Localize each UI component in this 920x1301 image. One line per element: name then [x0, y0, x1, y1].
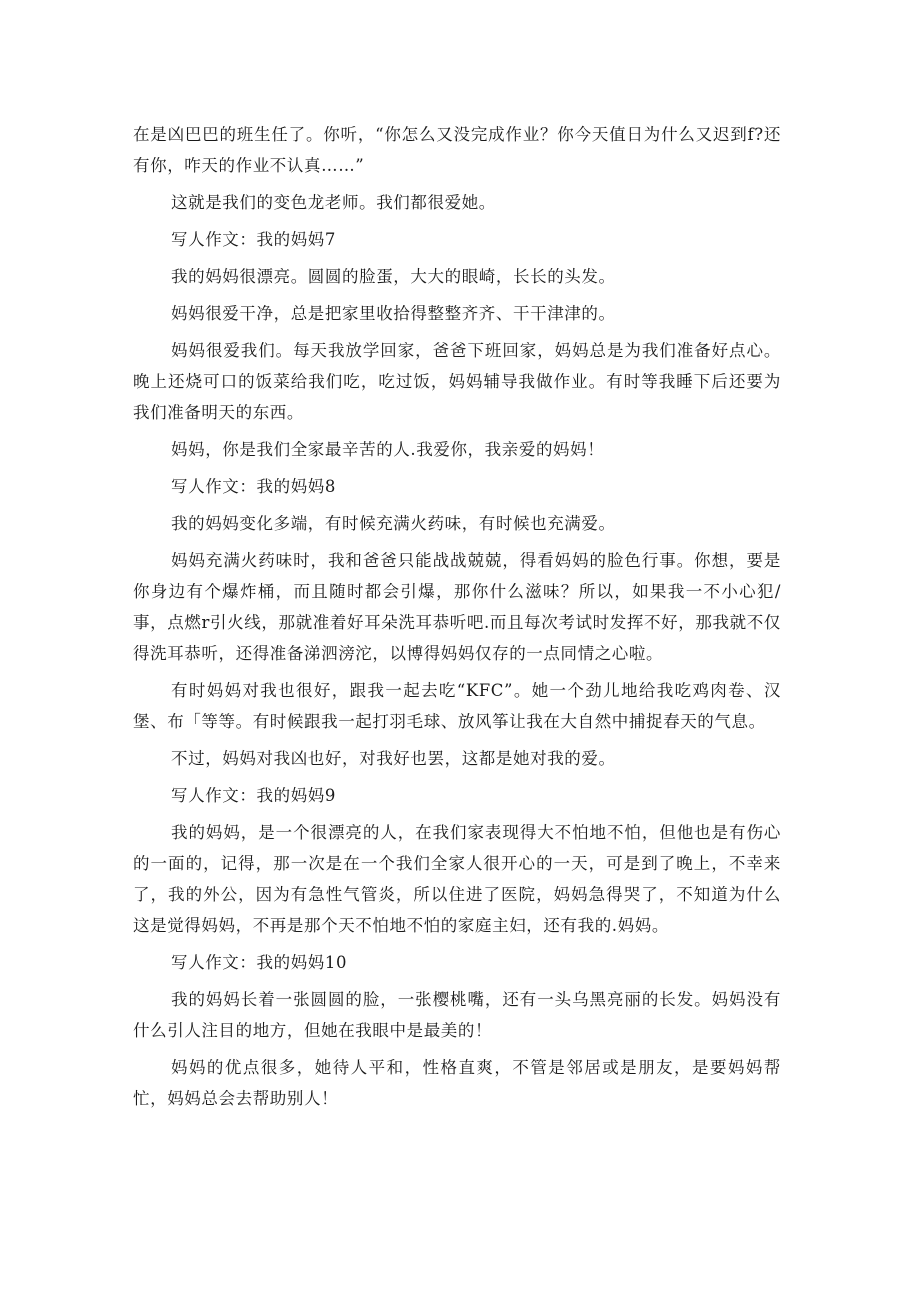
paragraph: 妈妈很爱干净，总是把家里收拾得整整齐齐、干干津津的。 [171, 304, 616, 323]
section-heading: 写人作文：我的妈妈8 [171, 477, 336, 496]
section-heading: 写人作文：我的妈妈9 [171, 786, 336, 805]
paragraph: 我的妈妈，是一个很漂亮的人，在我们家表现得大不怕地不怕，但他也是有伤心的一面的，记得，那一次是在一个我们全家人很开心的一天，可是到了晚上，不幸来了，我的外公，因为有急性气管炎，所以住进了医院，妈妈急得哭了，不知道为什么这是觉得妈妈，不再是那个天不怕地不怕的家庭主妇，还有我的.妈妈。 [133, 823, 781, 935]
section-heading: 写人作文：我的妈妈10 [171, 953, 348, 972]
paragraph: 妈妈，你是我们全家最辛苦的人.我爱你，我亲爱的妈妈！ [171, 440, 605, 459]
document-body [133, 119, 781, 1120]
paragraph: 不过，妈妈对我凶也好，对我好也罢，这都是她对我的爱。 [171, 749, 616, 768]
section-heading: 写人作文：我的妈妈7 [171, 230, 336, 249]
paragraph: 我的妈妈很漂亮。圆圆的脸蛋，大大的眼崎，长长的头发。 [171, 267, 616, 286]
paragraph: 有时妈妈对我也很好，跟我一起去吃“KFC”。她一个劲儿地给我吃鸡肉卷、汉堡、布「等等。有时候跟我一起打羽毛球、放风筝让我在大自然中捕捉春天的气息。 [133, 681, 781, 731]
paragraph: 妈妈的优点很多，她待人平和，性格直爽，不管是邻居或是朋友，是要妈妈帮忙，妈妈总会去帮助别人！ [133, 1058, 781, 1108]
paragraph: 妈妈充满火药味时，我和爸爸只能战战兢兢，得看妈妈的脸色行事。你想，要是你身边有个爆炸桶，而且随时都会引爆，那你什么滋味？所以，如果我一不小心犯/事，点燃r引火线，那就准着好耳朵洗耳恭听吧.而且每次考试时发挥不好，那我就不仅得洗耳恭听，还得准备涕泗滂沱，以博得妈妈仅存的一点同情之心啦。 [133, 551, 781, 663]
paragraph: 我的妈妈变化多端，有时候充满火药味，有时候也充满爱。 [171, 514, 616, 533]
paragraph: 这就是我们的变色龙老师。我们都很爱她。 [171, 193, 496, 212]
paragraph-continued: 在是凶巴巴的班生任了。你听，“你怎么又没完成作业？你今天值日为什么又迟到f?还有你，咋天的作业不认真……” [133, 125, 781, 175]
paragraph: 妈妈很爱我们。每天我放学回家，爸爸下班回家，妈妈总是为我们准备好点心。晚上还烧可口的饭菜给我们吃，吃过饭，妈妈辅导我做作业。有时等我睡下后还要为我们准备明天的东西。 [133, 341, 781, 422]
paragraph: 我的妈妈长着一张圆圆的脸，一张樱桃嘴，还有一头乌黑亮丽的长发。妈妈没有什么引人注目的地方，但她在我眼中是最美的！ [133, 990, 781, 1040]
